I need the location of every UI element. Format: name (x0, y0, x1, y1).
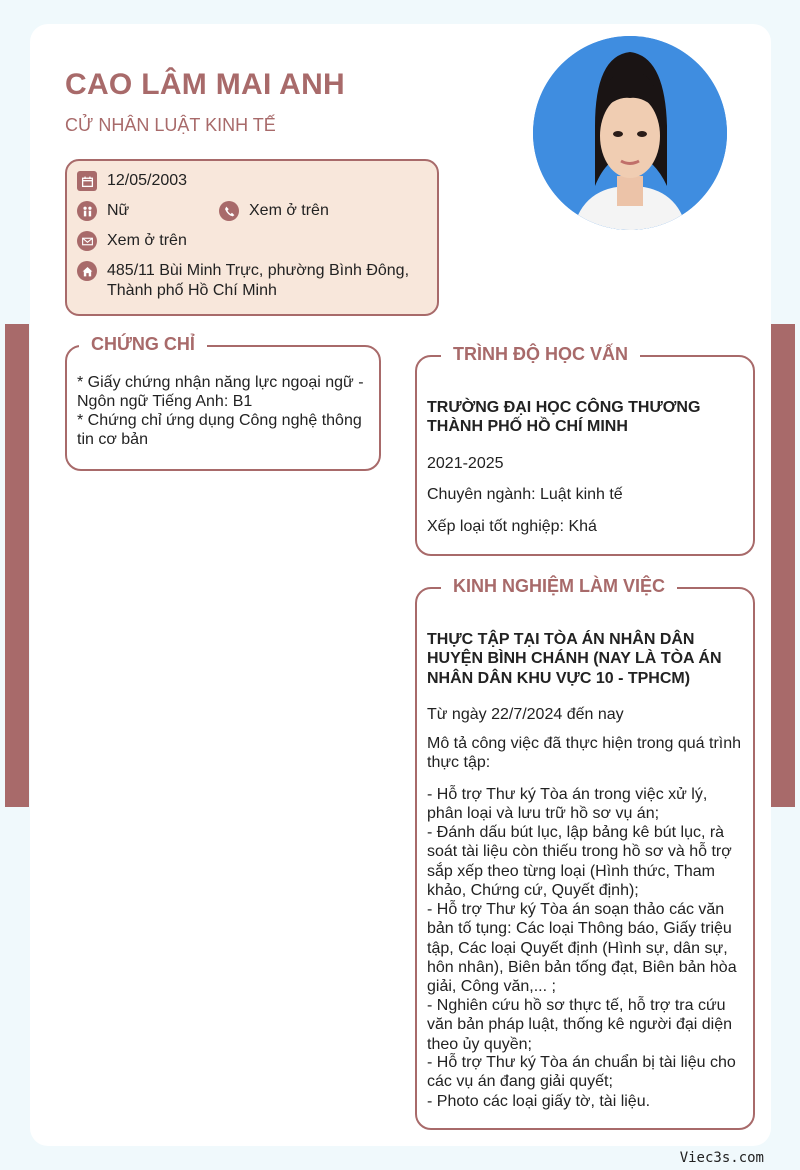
birthdate: 12/05/2003 (107, 172, 188, 189)
job-intro: Mô tả công việc đã thực hiện trong quá trình thực tập: (427, 735, 742, 772)
profile-photo (533, 36, 727, 230)
left-accent-band (5, 324, 29, 807)
phone: Xem ở trên (249, 202, 329, 219)
email: Xem ở trên (107, 232, 187, 249)
avatar (533, 36, 727, 230)
certificates-heading: CHỨNG CHỈ (79, 333, 207, 355)
calendar-icon (77, 171, 97, 191)
phone-icon (219, 201, 239, 221)
job-position: THỰC TẬP TẠI TÒA ÁN NHÂN DÂN HUYỆN BÌNH CHÁNH (NAY LÀ TÒA ÁN NHÂN DÂN KHU VỰC 10 - TPHCM) (427, 631, 722, 687)
certificate-item: * Chứng chỉ ứng dụng Công nghệ thông tin cơ bản (77, 412, 362, 449)
gender: Nữ (107, 202, 130, 219)
candidate-title: CỬ NHÂN LUẬT KINH TẾ (65, 115, 276, 135)
job-task: - Đánh dấu bút lục, lập bảng kê bút lục, rà soát tài liệu còn thiếu trong hồ sơ và hỗ trợ sắp xếp theo từng loại (Hình thức, Tham khảo, Chứng cứ, Quyết định); (427, 824, 732, 899)
school-name: TRƯỜNG ĐẠI HỌC CÔNG THƯƠNG THÀNH PHỐ HỒ CHÍ MINH (427, 399, 701, 436)
job-task: - Hỗ trợ Thư ký Tòa án trong việc xử lý, phân loại và lưu trữ hồ sơ vụ án; (427, 786, 708, 823)
job-task: - Hỗ trợ Thư ký Tòa án soạn thảo các văn bản tố tụng: Các loại Thông báo, Giấy triệu tập, Các loại Quyết định (Hình sự, dân sự, hôn nhân), Biên bản tống đạt, Biên bản hòa giải, Công văn,... ; (427, 901, 737, 996)
certificate-item: * Giấy chứng nhận năng lực ngoại ngữ - Ngôn ngữ Tiếng Anh: B1 (77, 374, 364, 411)
address: 485/11 Bùi Minh Trực, phường Bình Đông, Thành phố Hồ Chí Minh (107, 262, 410, 299)
email-icon (77, 231, 97, 251)
right-accent-band (771, 324, 795, 807)
education-grade: Xếp loại tốt nghiệp: Khá (427, 518, 597, 535)
job-task: - Hỗ trợ Thư ký Tòa án chuẩn bị tài liệu cho các vụ án đang giải quyết; (427, 1054, 736, 1091)
education-major: Chuyên ngành: Luật kinh tế (427, 486, 623, 503)
experience-heading: KINH NGHIỆM LÀM VIỆC (441, 575, 677, 597)
gender-icon (77, 201, 97, 221)
watermark: Viec3s.com (679, 1150, 764, 1166)
job-task: - Photo các loại giấy tờ, tài liệu. (427, 1093, 651, 1110)
education-heading: TRÌNH ĐỘ HỌC VẤN (441, 343, 640, 365)
job-period: Từ ngày 22/7/2024 đến nay (427, 706, 624, 723)
job-task: - Nghiên cứu hồ sơ thực tế, hỗ trợ tra cứu văn bản pháp luật, thống kê người đại diện theo ủy quyền; (427, 997, 732, 1053)
candidate-name: CAO LÂM MAI ANH (65, 68, 346, 101)
home-icon (77, 261, 97, 281)
education-years: 2021-2025 (427, 455, 504, 472)
